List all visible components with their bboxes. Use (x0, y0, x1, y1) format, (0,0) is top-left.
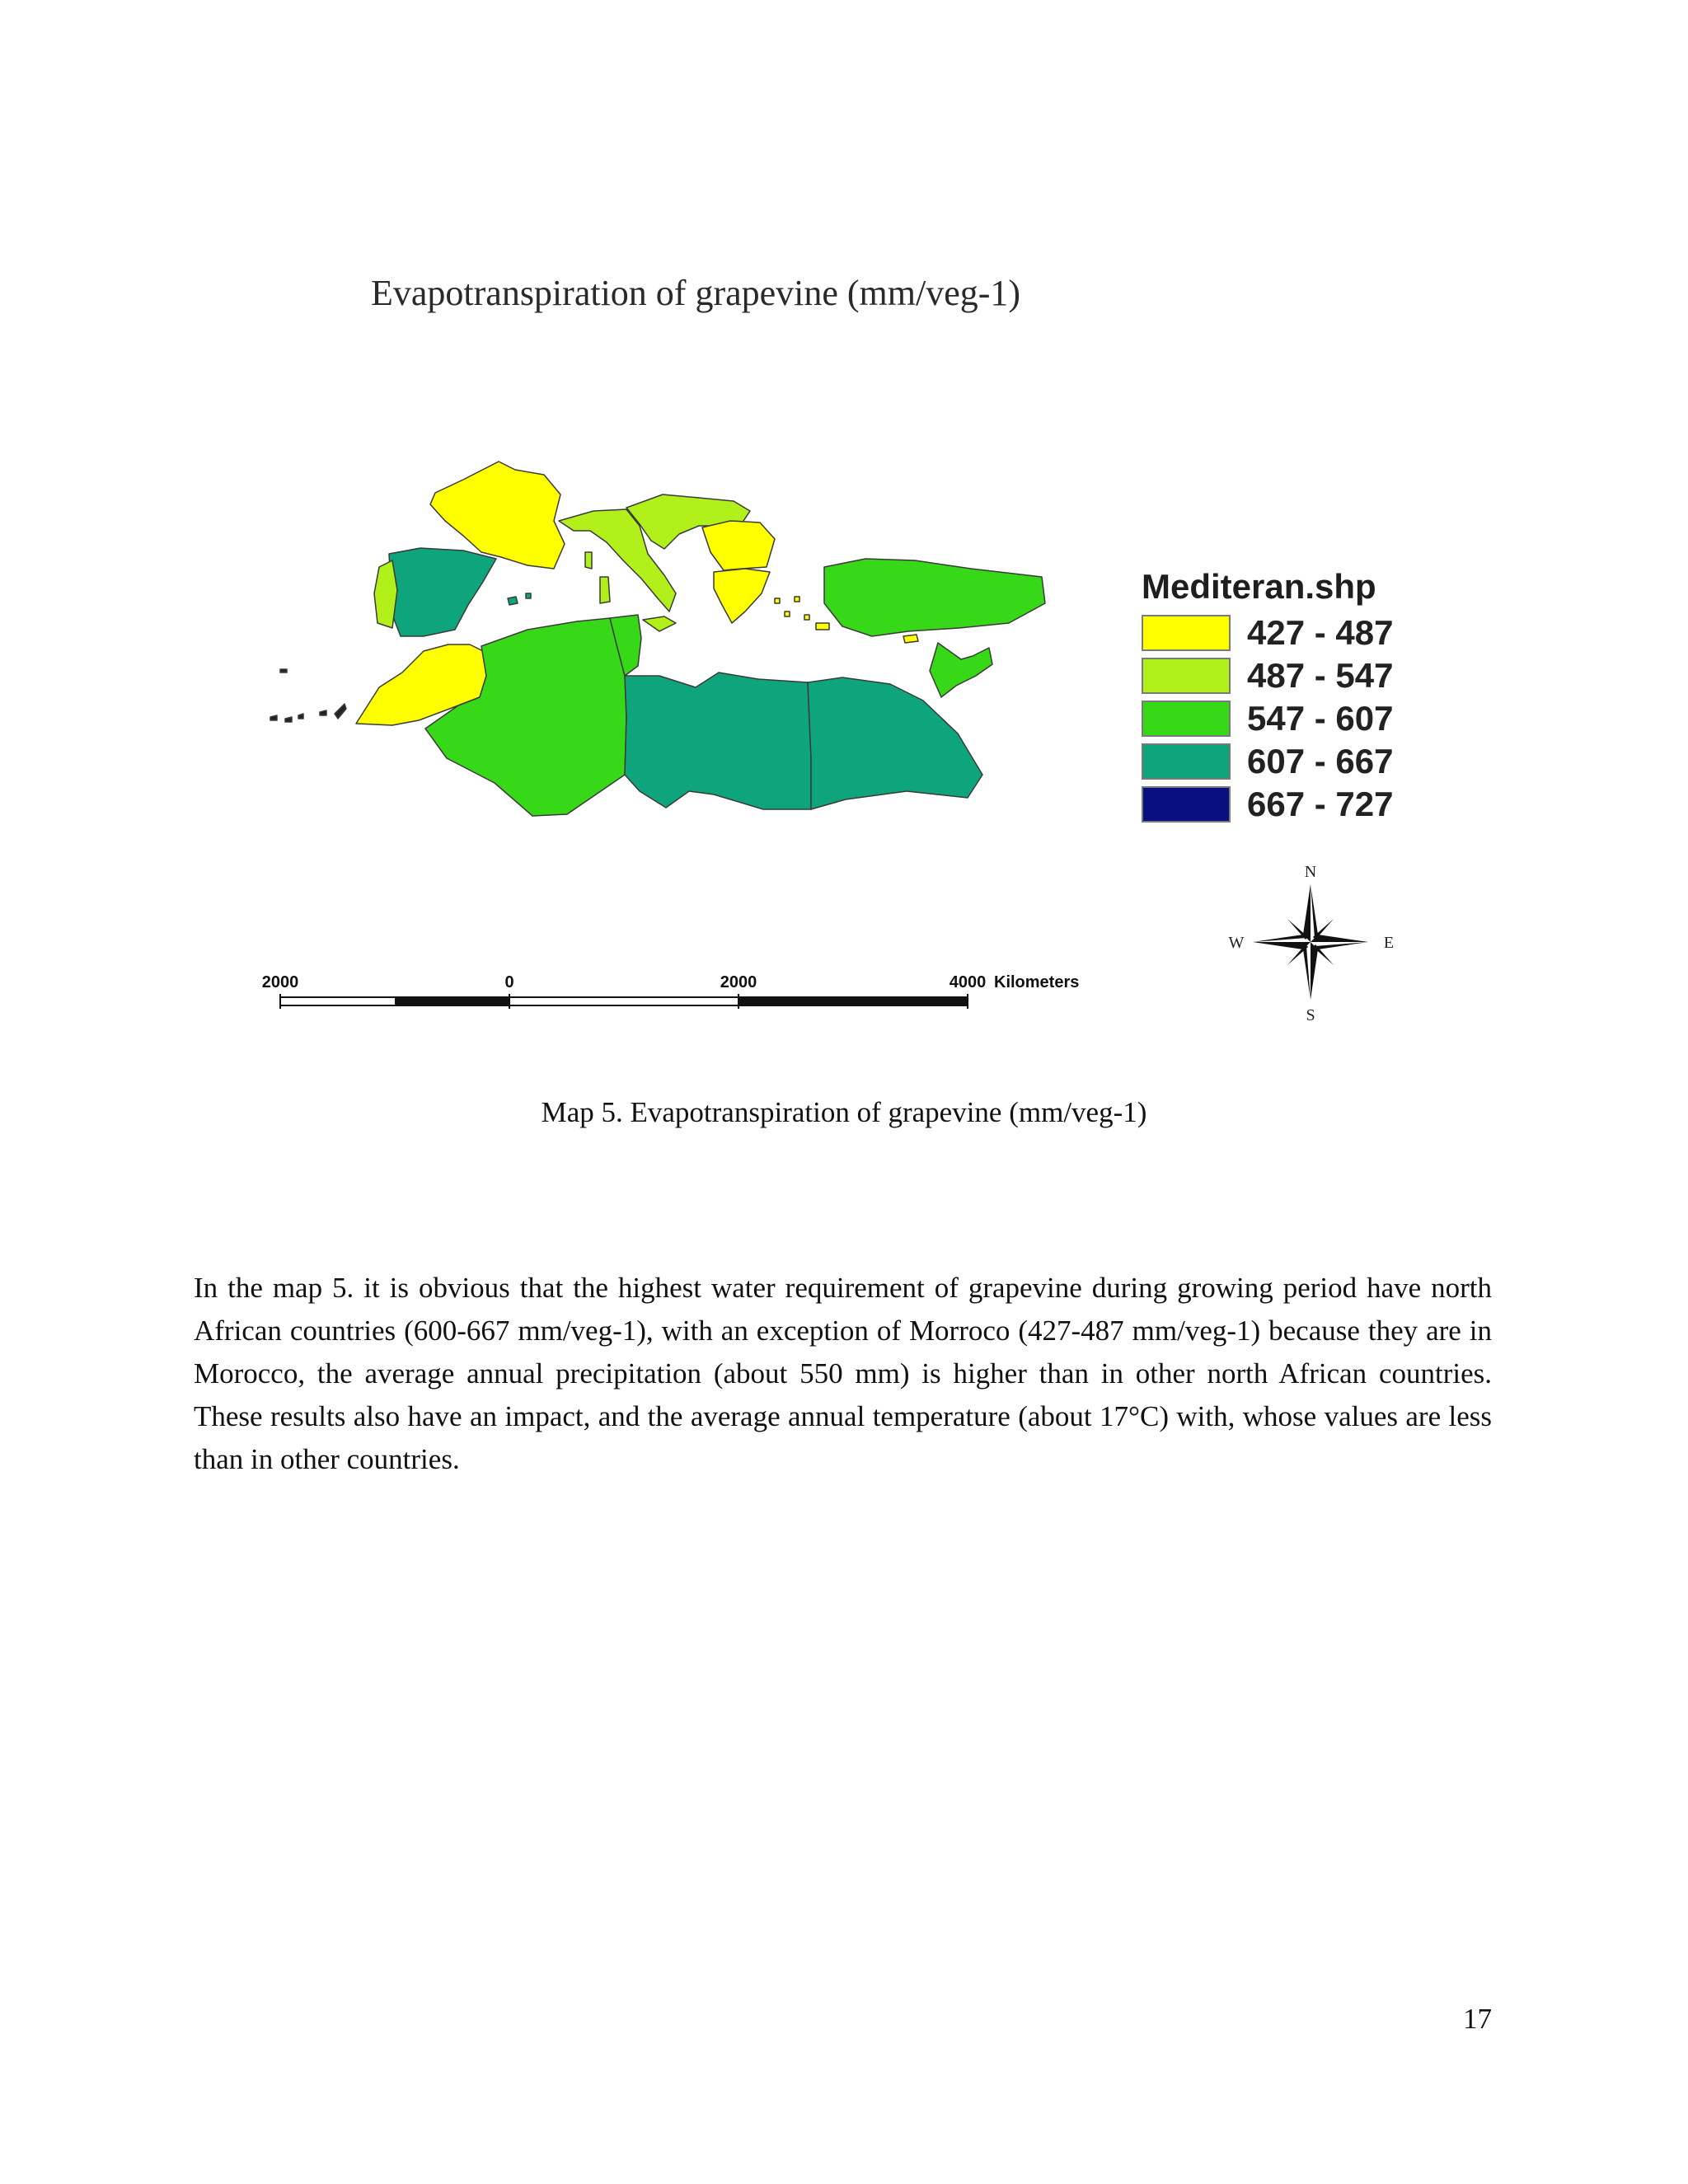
region-levant (930, 643, 992, 697)
legend-swatch (1142, 786, 1231, 823)
compass-n: N (1304, 864, 1317, 881)
legend-title: Mediteran.shp (1142, 567, 1376, 606)
figure-caption: Map 5. Evapotranspiration of grapevine (mm/veg-1) (541, 1096, 1147, 1128)
page-number: 17 (1463, 2003, 1492, 2035)
scale-label: 4000 (949, 973, 987, 991)
region-balearic-islands (508, 593, 531, 605)
legend-label: 547 - 607 (1247, 699, 1394, 738)
legend-swatch (1142, 615, 1231, 651)
legend-item (1142, 612, 1438, 654)
body-paragraph: In the map 5. it is obvious that the highest water requirement of grapevine during growing period have north African countries (600-667 mm/veg-1), with an exception of Morroco (427-487 mm/veg-1) because they are in Morocco, the average annual precipitation (about 550 mm) is higher than in other north African countries. These results also have an impact, and the average annual temperature (about 17°C) with, whose values are less than in other countries. (194, 1272, 1492, 1475)
region-portugal (374, 560, 397, 628)
region-greece (714, 569, 770, 623)
region-balkans-east (702, 521, 775, 570)
legend-item (1142, 783, 1438, 826)
compass-e: E (1383, 934, 1395, 952)
region-cyprus (903, 635, 918, 643)
scale-bar (247, 964, 1121, 1030)
map-legend (1142, 567, 1438, 826)
region-egypt (808, 677, 982, 809)
legend-item (1142, 697, 1438, 740)
map-title: Evapotranspiration of grapevine (mm/veg-1) (371, 273, 1021, 313)
region-spain (389, 548, 496, 636)
legend-swatch (1142, 701, 1231, 737)
scale-label: 0 (504, 973, 514, 991)
compass-w: W (1228, 934, 1245, 952)
legend-label: 487 - 547 (1247, 656, 1394, 695)
mediterranean-map (247, 429, 1154, 857)
region-canary-islands (270, 669, 346, 722)
region-turkey (824, 559, 1045, 636)
scale-unit: Kilometers (994, 973, 1080, 991)
legend-item (1142, 740, 1438, 783)
region-aegean-islands (775, 597, 829, 630)
scale-label: 2000 (720, 973, 757, 991)
legend-item (1142, 654, 1438, 697)
compass-s: S (1306, 1006, 1315, 1020)
region-libya (625, 673, 811, 809)
legend-label: 607 - 667 (1247, 742, 1394, 780)
legend-swatch (1142, 658, 1231, 694)
legend-swatch (1142, 743, 1231, 780)
scale-label: 2000 (261, 973, 299, 991)
legend-label: 427 - 487 (1247, 613, 1394, 652)
legend-label: 667 - 727 (1247, 785, 1394, 823)
compass-rose-icon (1220, 864, 1401, 1020)
